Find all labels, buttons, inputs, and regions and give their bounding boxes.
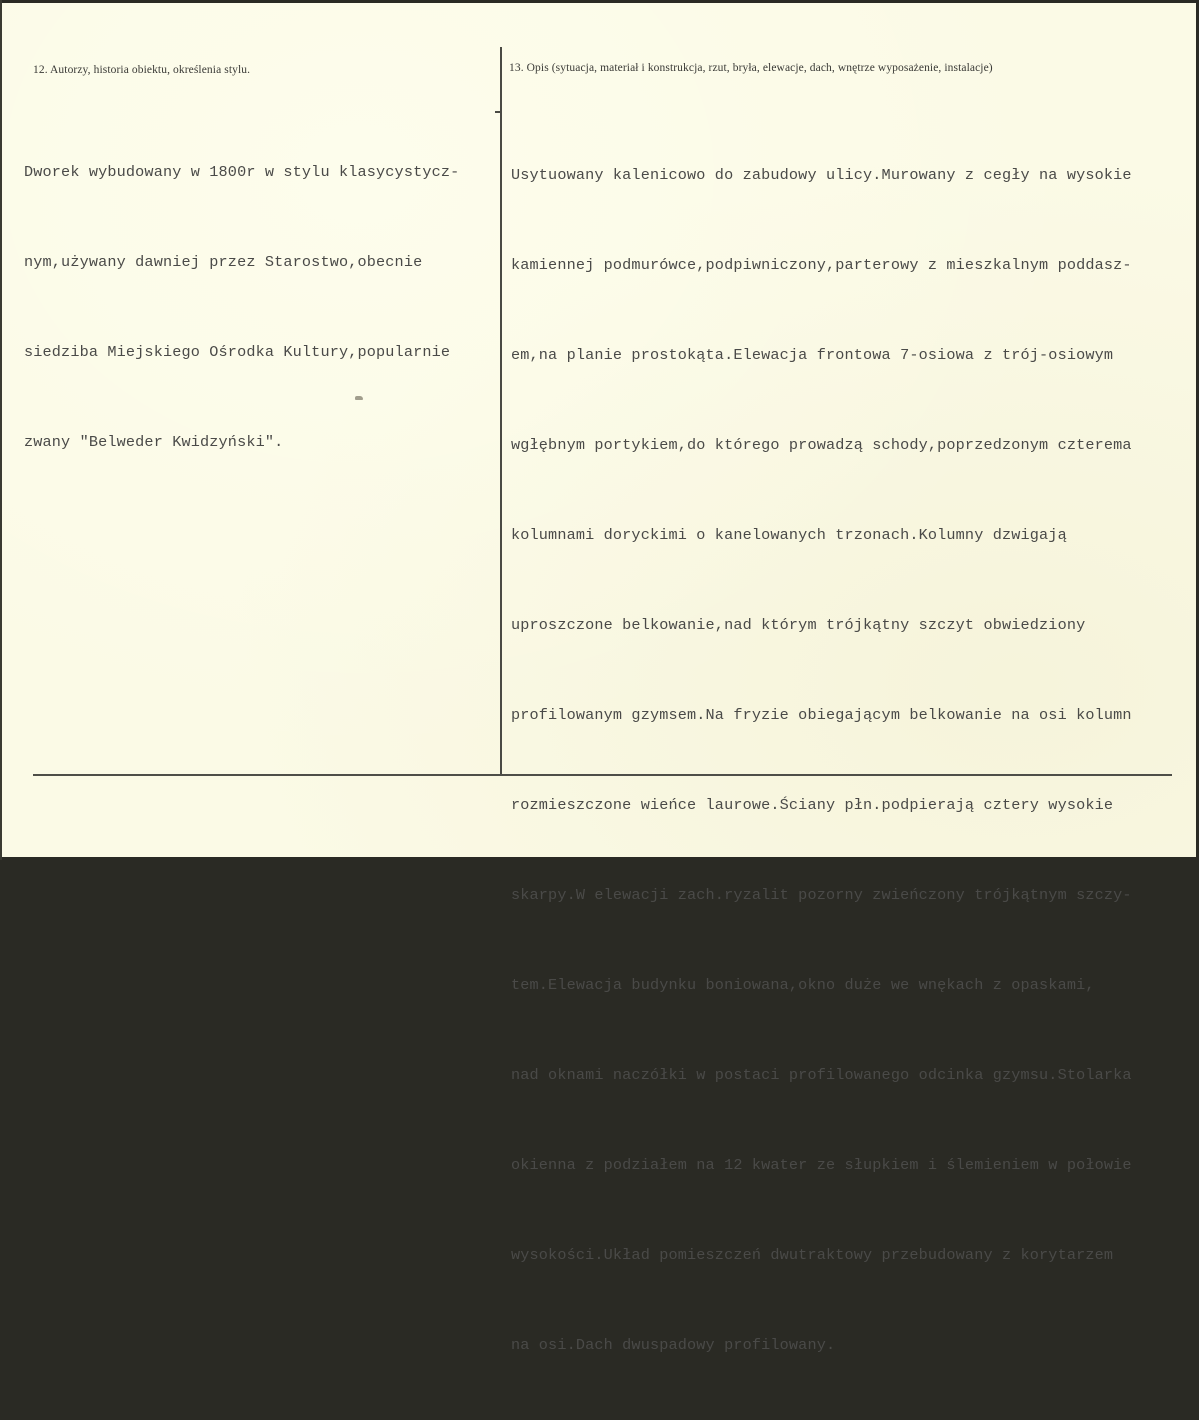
typed-line: nym,używany dawniej przez Starostwo,obecnie xyxy=(24,253,423,271)
typed-line: na osi.Dach dwuspadowy profilowany. xyxy=(511,1336,836,1354)
field-12-typed-text xyxy=(24,97,459,517)
typed-line: em,na planie prostokąta.Elewacja frontowa 7-osiowa z trój-osiowym xyxy=(511,346,1114,364)
typed-line: profilowanym gzymsem.Na fryzie obiegającym belkowanie na osi kolumn xyxy=(511,706,1132,724)
typed-line: wysokości.Układ pomieszczeń dwutraktowy przebudowany z korytarzem xyxy=(511,1246,1114,1264)
typed-line: Dworek wybudowany w 1800r w stylu klasycystycz- xyxy=(24,163,460,181)
typed-line: uproszczone belkowanie,nad którym trójkątny szczyt obwiedziony xyxy=(511,616,1086,634)
typed-line: zwany "Belweder Kwidzyński". xyxy=(24,433,284,451)
typed-line: Usytuowany kalenicowo do zabudowy ulicy.Murowany z cegły na wysokie xyxy=(511,166,1132,184)
typed-line: skarpy.W elewacji zach.ryzalit pozorny zwieńczony trójkątnym szczy- xyxy=(511,886,1132,904)
divider-tick-mark xyxy=(495,111,501,113)
typed-line: kolumnami doryckimi o kanelowanych trzonach.Kolumny dzwigają xyxy=(511,526,1067,544)
typed-line: kamiennej podmurówce,podpiwniczony,parterowy z mieszkalnym poddasz- xyxy=(511,256,1132,274)
typed-line: rozmieszczone wieńce laurowe.Ściany płn.podpierają cztery wysokie xyxy=(511,796,1114,814)
typed-line: wgłębnym portykiem,do którego prowadzą schody,poprzedzonym czterema xyxy=(511,436,1132,454)
field-12-label: 12. Autorzy, historia obiektu, określenia stylu. xyxy=(33,64,251,76)
field-13-typed-text xyxy=(511,100,1132,1420)
record-card-sheet xyxy=(0,3,1196,1354)
typed-line: tem.Elewacja budynku boniowana,okno duże we wnękach z opaskami, xyxy=(511,976,1095,994)
typed-line: okienna z podziałem na 12 kwater ze słupkiem i ślemieniem w połowie xyxy=(511,1156,1132,1174)
typed-line: siedziba Miejskiego Ośrodka Kultury,popularnie xyxy=(24,343,451,361)
ink-smudge xyxy=(355,396,363,400)
field-13-label: 13. Opis (sytuacja, materiał i konstrukcja, rzut, bryła, elewacje, dach, wnętrze wyposażenie, instalacje) xyxy=(509,62,993,74)
column-divider xyxy=(500,47,502,776)
scan-left-edge xyxy=(0,0,2,860)
typed-line: nad oknami naczółki w postaci profilowanego odcinka gzymsu.Stolarka xyxy=(511,1066,1132,1084)
